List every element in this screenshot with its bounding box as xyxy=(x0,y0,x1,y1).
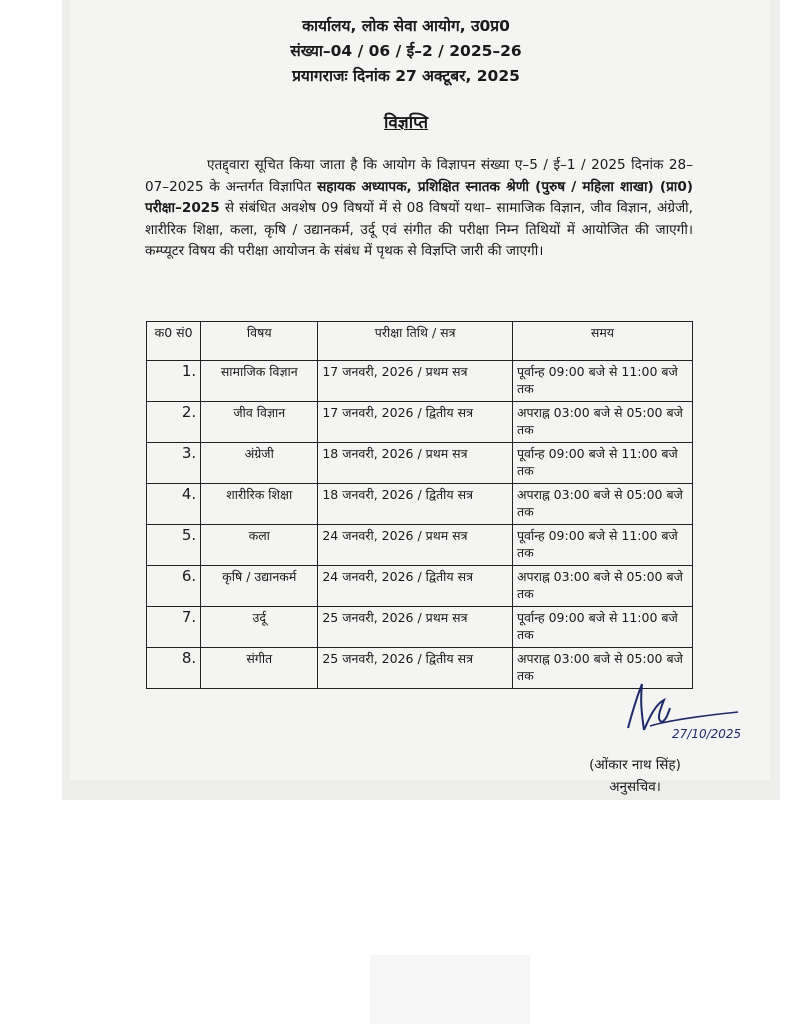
subject-cell: अंग्रेजी xyxy=(201,443,318,484)
subject-cell: उर्दू xyxy=(201,607,318,648)
subject-cell: शारीरिक शिक्षा xyxy=(201,484,318,525)
date-session-cell: 18 जनवरी, 2026 / प्रथम सत्र xyxy=(318,443,513,484)
table-row xyxy=(147,484,693,525)
place-date: प्रयागराजः दिनांक 27 अक्टूबर, 2025 xyxy=(292,67,520,85)
serial-cell: 8. xyxy=(147,648,201,689)
serial-cell: 5. xyxy=(147,525,201,566)
date-session-cell: 24 जनवरी, 2026 / प्रथम सत्र xyxy=(318,525,513,566)
subject-cell: संगीत xyxy=(201,648,318,689)
serial-cell: 6. xyxy=(147,566,201,607)
serial-cell: 2. xyxy=(147,402,201,443)
table-row xyxy=(147,361,693,402)
serial-cell: 4. xyxy=(147,484,201,525)
time-cell: अपराह्न 03:00 बजे से 05:00 बजे तक xyxy=(512,484,692,525)
date-session-cell: 25 जनवरी, 2026 / प्रथम सत्र xyxy=(318,607,513,648)
office-name: कार्यालय, लोक सेवा आयोग, उ0प्र0 xyxy=(302,17,510,35)
date-session-cell: 17 जनवरी, 2026 / प्रथम सत्र xyxy=(318,361,513,402)
serial-cell: 7. xyxy=(147,607,201,648)
subject-cell: जीव विज्ञान xyxy=(201,402,318,443)
header-time: समय xyxy=(512,322,692,361)
serial-cell: 1. xyxy=(147,361,201,402)
time-cell: पूर्वान्ह 09:00 बजे से 11:00 बजे तक xyxy=(512,525,692,566)
header-date-session: परीक्षा तिथि / सत्र xyxy=(318,322,513,361)
table-row xyxy=(147,525,693,566)
document-header xyxy=(0,14,812,89)
subject-cell: कला xyxy=(201,525,318,566)
body-part1: एतद्द्वारा सूचित किया जाता है कि आयोग के विज्ञापन संख्या ए–5 / ई–1 / 2025 दिनांक 28–07–2025 के अन्तर्गत विज्ञापित xyxy=(145,157,693,195)
signatory-name: (ओंकार नाथ सिंह) xyxy=(589,757,681,773)
time-cell: अपराह्न 03:00 बजे से 05:00 बजे तक xyxy=(512,648,692,689)
time-cell: अपराह्न 03:00 बजे से 05:00 बजे तक xyxy=(512,402,692,443)
serial-cell: 3. xyxy=(147,443,201,484)
table-header-row xyxy=(147,322,693,361)
subject-cell: सामाजिक विज्ञान xyxy=(201,361,318,402)
date-session-cell: 24 जनवरी, 2026 / द्वितीय सत्र xyxy=(318,566,513,607)
date-session-cell: 18 जनवरी, 2026 / द्वितीय सत्र xyxy=(318,484,513,525)
table-row xyxy=(147,402,693,443)
header-serial: क0 सं0 xyxy=(147,322,201,361)
time-cell: पूर्वान्ह 09:00 बजे से 11:00 बजे तक xyxy=(512,361,692,402)
body-bold-exam-name: सहायक अध्यापक, प्रशिक्षित स्नातक श्रेणी (पुरुष / महिला शाखा) (प्रा0) परीक्षा–2025 xyxy=(145,178,693,216)
exam-schedule-table xyxy=(146,321,693,689)
reference-number: संख्या–04 / 06 / ई–2 / 2025–26 xyxy=(290,42,522,60)
date-session-cell: 25 जनवरी, 2026 / द्वितीय सत्र xyxy=(318,648,513,689)
table-row xyxy=(147,443,693,484)
time-cell: पूर्वान्ह 09:00 बजे से 11:00 बजे तक xyxy=(512,443,692,484)
faint-background-mark xyxy=(370,955,530,1024)
table-row xyxy=(147,607,693,648)
date-session-cell: 17 जनवरी, 2026 / द्वितीय सत्र xyxy=(318,402,513,443)
body-part2: से संबंधित अवशेष 09 विषयों में से 08 विषयों यथा– सामाजिक विज्ञान, जीव विज्ञान, अंग्रेजी, शारीरिक शिक्षा, कला, कृषि / उद्यानकर्म, उर्दू एवं संगीत की परीक्षा निम्न तिथियों में आयोजित की जाएगी। कम्प्यूटर विषय की परीक्षा आयोजन के संबंध में पृथक से विज्ञप्ति जारी की जाएगी। xyxy=(145,200,693,259)
header-subject: विषय xyxy=(201,322,318,361)
table-row xyxy=(147,566,693,607)
notice-title: विज्ञप्ति xyxy=(383,113,429,133)
subject-cell: कृषि / उद्यानकर्म xyxy=(201,566,318,607)
signature-date: 27/10/2025 xyxy=(672,727,742,741)
signatory-designation: अनुसचिव। xyxy=(609,779,661,795)
notice-body xyxy=(145,155,693,263)
handwritten-signature xyxy=(620,676,750,746)
signatory-block xyxy=(560,754,710,798)
table-row xyxy=(147,648,693,689)
time-cell: पूर्वान्ह 09:00 बजे से 11:00 बजे तक xyxy=(512,607,692,648)
time-cell: अपराह्न 03:00 बजे से 05:00 बजे तक xyxy=(512,566,692,607)
